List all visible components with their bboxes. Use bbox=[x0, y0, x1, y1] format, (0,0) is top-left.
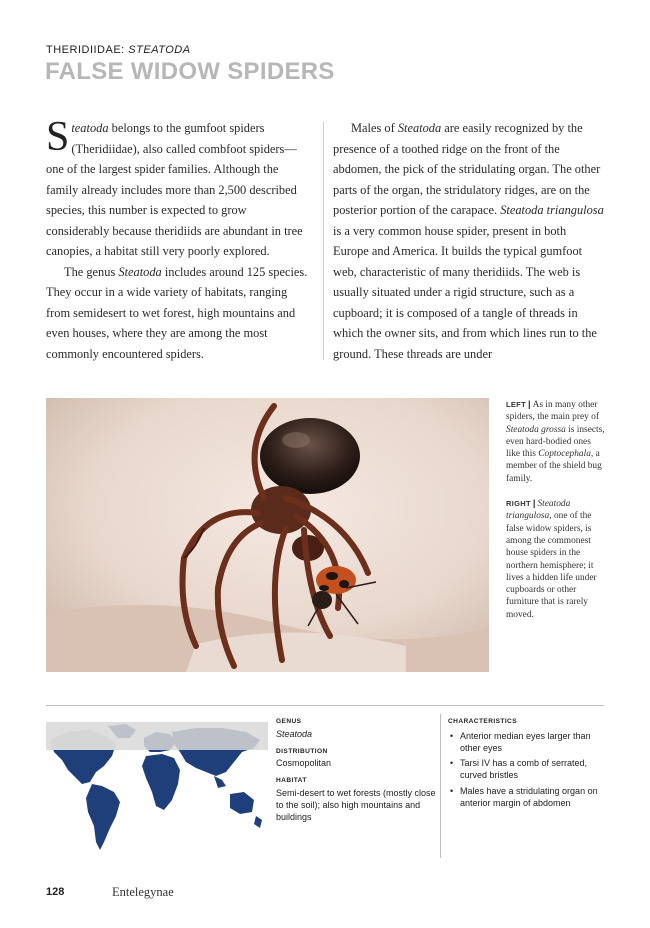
caption-divider: | bbox=[532, 497, 536, 509]
habitat-label: HABITAT bbox=[276, 777, 307, 785]
characteristic-item: • Tarsi IV has a comb of serrated, curved bristles bbox=[448, 758, 604, 782]
paragraph-3-text-a: Males of bbox=[351, 121, 398, 135]
fact-divider bbox=[440, 714, 441, 858]
family-name: THERIDIIDAE: bbox=[46, 44, 125, 56]
caption-divider: | bbox=[527, 398, 531, 409]
caption-left-genus: Coptocephala bbox=[538, 449, 591, 460]
paragraph-2-text-b: includes around 125 species. They occur in a wide variety of habitats, ranging from semidesert to wet forest, high mountains and even houses, where they are among the most commonly encountered spiders. bbox=[46, 264, 308, 361]
paragraph-2-text-a: The genus bbox=[64, 264, 119, 279]
paragraph-3 bbox=[333, 118, 605, 364]
characteristic-item: • Anterior median eyes larger than other eyes bbox=[448, 731, 604, 755]
paragraph-3-text-b: are easily recognized by the presence of a toothed ridge on the front of the abdomen, the pick of the stridulating organ. The other parts of the organ, the stridulatory ridges, are on the posterior portion of the carapace. bbox=[333, 121, 601, 217]
drop-cap: S bbox=[46, 114, 70, 160]
characteristics-list bbox=[448, 731, 604, 810]
distribution-map bbox=[46, 722, 268, 854]
characteristic-item: • Males have a stridulating organ on anterior margin of abdomen bbox=[448, 786, 604, 810]
characteristics-box bbox=[448, 716, 604, 814]
paragraph-2 bbox=[46, 262, 312, 365]
caption-left-text-a: As in many other spiders, the main prey of bbox=[506, 400, 599, 423]
genus-italic-3: Steatoda bbox=[397, 121, 442, 135]
column-divider bbox=[323, 122, 324, 360]
distribution-value: Cosmopolitan bbox=[276, 758, 332, 769]
genus-italic: teatoda bbox=[71, 121, 109, 135]
caption-right-tag: RIGHT bbox=[506, 499, 531, 509]
characteristics-label: CHARACTERISTICS bbox=[448, 718, 518, 725]
photo-captions bbox=[506, 398, 606, 633]
caption-right-species: Steatoda triangulosa bbox=[506, 499, 571, 522]
caption-left-text-c: , a member of the shield bug family. bbox=[506, 449, 602, 484]
fact-box bbox=[276, 716, 436, 823]
world-map bbox=[46, 722, 268, 854]
spider-illustration bbox=[46, 398, 489, 672]
section-rule bbox=[46, 705, 604, 706]
genus-value-text: Steatoda bbox=[276, 728, 313, 739]
caption-left-tag: LEFT bbox=[506, 400, 526, 409]
habitat-value: Semi-desert to wet forests (mostly close to the soil); also high mountains and buildings bbox=[276, 787, 436, 822]
page-title: FALSE WIDOW SPIDERS bbox=[45, 58, 335, 85]
running-head: Entelegynae bbox=[112, 885, 174, 899]
caption-right-text: , one of the false widow spiders, is among the commonest house spiders in the northern hemisphere; it lives a hidden life under cupboards or other furniture that is rarely moved. bbox=[506, 511, 597, 620]
caption-left-text-b: is insects, even hard-bodied ones like this bbox=[506, 424, 605, 460]
family-heading bbox=[46, 44, 191, 56]
page-number: 128 bbox=[46, 886, 65, 898]
paragraph-1 bbox=[46, 114, 312, 262]
caption-left-species: Steatoda grossa bbox=[506, 424, 566, 435]
body-column-left bbox=[46, 114, 312, 364]
caption-left bbox=[506, 398, 606, 485]
genus-italic-2: Steatoda bbox=[118, 264, 162, 279]
genus-name: STEATODA bbox=[128, 44, 191, 56]
genus-value bbox=[276, 729, 436, 741]
spider-photo bbox=[46, 398, 489, 672]
species-italic: Steatoda triangulosa bbox=[500, 203, 604, 217]
genus-label: GENUS bbox=[276, 718, 302, 725]
body-column-right bbox=[333, 118, 605, 364]
distribution-label: DISTRIBUTION bbox=[276, 747, 328, 755]
caption-right bbox=[506, 497, 606, 621]
paragraph-1-text: belongs to the gumfoot spiders (Theridiidae), also called combfoot spiders—one of the largest spider families. Although the family already includes more than 2,500 described species, this number is expected to grow considerably because theridiids are abundant in tree canopies, a habitat still very poorly explored. bbox=[46, 121, 303, 258]
paragraph-3-text-c: is a very common house spider, present in both Europe and America. It builds the typical gumfoot web, characteristic of many theridiids. The web is usually situated under a rigid structure, such as a cupboard; it is composed of a tangle of threads in which the owner sits, and from which lines run to the ground. These threads are under bbox=[333, 223, 597, 361]
